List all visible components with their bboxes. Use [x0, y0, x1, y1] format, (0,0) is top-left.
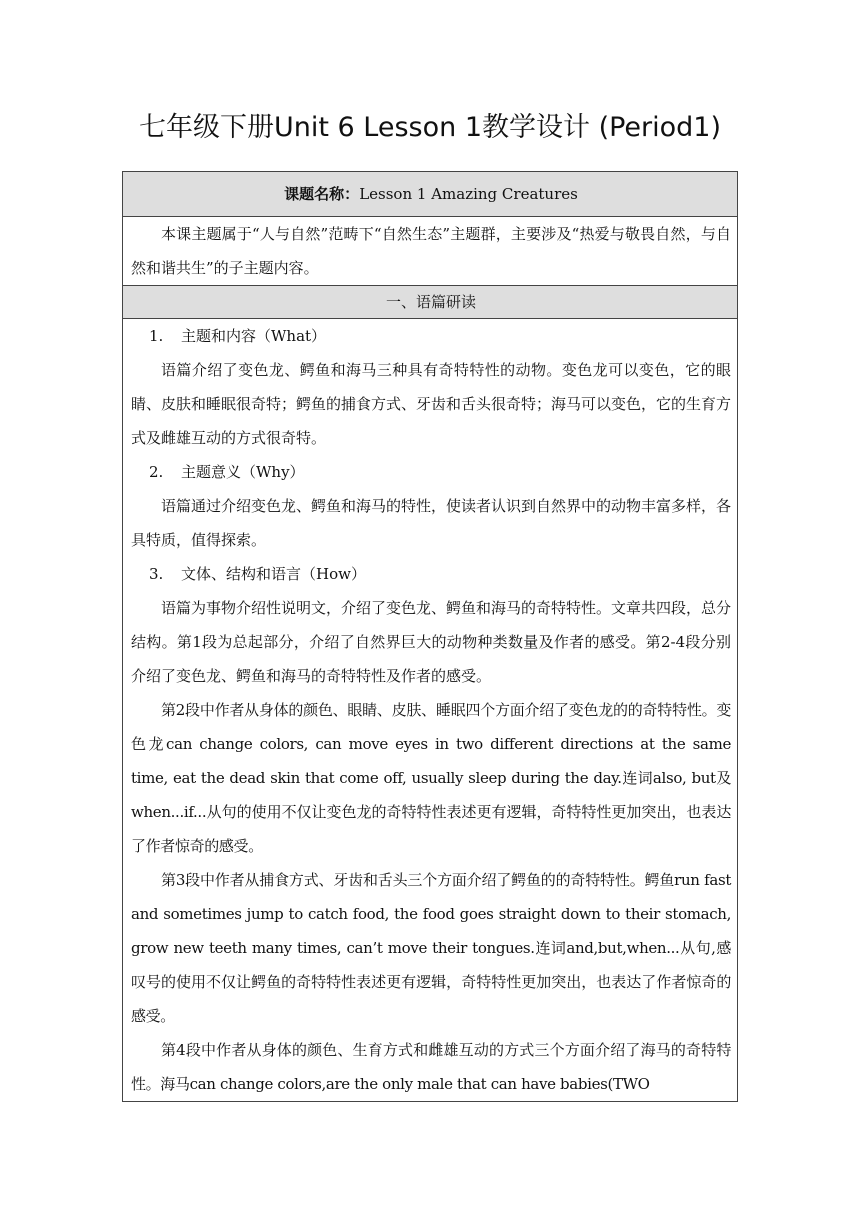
- intro-cell: [123, 217, 738, 286]
- list-heading: 主题意义（Why）: [181, 463, 305, 481]
- paragraph-how-3: 第3段中作者从捕食方式、牙齿和舌头三个方面介绍了鳄鱼的的奇特特性。鳄鱼run fast and sometimes jump to catch food, the food goes straight down to their stomach, grow new teeth many times, can’t move their tongues.连词and,but,when...从句,感叹号的使用不仅让鳄鱼的奇特特性表述更有逻辑，奇特特性更加突出，也表达了作者惊奇的感受。: [131, 871, 731, 1025]
- list-number: 2.: [149, 463, 164, 481]
- course-row: [123, 172, 738, 217]
- list-item-how: [131, 557, 731, 591]
- section-title: 一、语篇研读: [123, 286, 738, 319]
- paragraph-how-2: 第2段中作者从身体的颜色、眼睛、皮肤、睡眠四个方面介绍了变色龙的的奇特特性。变色龙can change colors, can move eyes in two different directions at the same time, eat the dead skin that come off, usually sleep during the day.连词also, but及when...if...从句的使用不仅让变色龙的奇特特性表述更有逻辑，奇特特性更加突出，也表达了作者惊奇的感受。: [131, 701, 731, 855]
- list-number: 3.: [149, 565, 164, 583]
- list-heading: 文体、结构和语言（How）: [181, 565, 366, 583]
- intro-row: [123, 217, 738, 286]
- content-cell: [123, 319, 738, 1102]
- paragraph-how-4: 第4段中作者从身体的颜色、生育方式和雌雄互动的方式三个方面介绍了海马的奇特特性。海马can change colors,are the only male that can have babies(TWO: [131, 1041, 731, 1093]
- list-item-why: [131, 455, 731, 489]
- list-item-what: [131, 319, 731, 353]
- section-row: [123, 286, 738, 319]
- lesson-design-table: [122, 171, 738, 1102]
- course-name: Lesson 1 Amazing Creatures: [359, 185, 578, 203]
- intro-text: 本课主题属于“人与自然”范畴下“自然生态”主题群，主要涉及“热爱与敬畏自然，与自然和谐共生”的子主题内容。: [131, 225, 731, 277]
- course-name-cell: [123, 172, 738, 217]
- list-heading: 主题和内容（What）: [181, 327, 327, 345]
- content-row: [123, 319, 738, 1102]
- paragraph-what: 语篇介绍了变色龙、鳄鱼和海马三种具有奇特特性的动物。变色龙可以变色，它的眼睛、皮肤和睡眠很奇特；鳄鱼的捕食方式、牙齿和舌头很奇特；海马可以变色，它的生育方式及雌雄互动的方式很奇特。: [131, 361, 732, 447]
- paragraph-why: 语篇通过介绍变色龙、鳄鱼和海马的特性，使读者认识到自然界中的动物丰富多样，各具特质，值得探索。: [131, 497, 732, 549]
- list-number: 1.: [149, 327, 164, 345]
- document-title: 七年级下册Unit 6 Lesson 1教学设计 (Period1): [138, 112, 722, 143]
- course-label: 课题名称：: [284, 185, 360, 203]
- paragraph-how-1: 语篇为事物介绍性说明文，介绍了变色龙、鳄鱼和海马的奇特特性。文章共四段，总分结构。第1段为总起部分，介绍了自然界巨大的动物种类数量及作者的感受。第2-4段分别介绍了变色龙、鳄鱼和海马的奇特特性及作者的感受。: [131, 599, 732, 685]
